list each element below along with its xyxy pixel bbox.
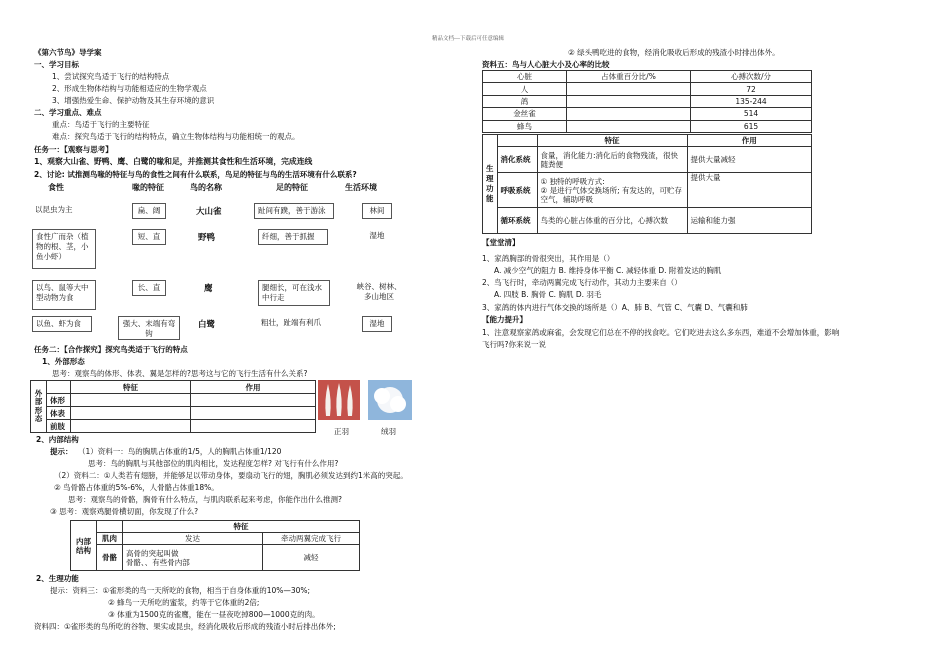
beak-item[interactable]: 长、直 — [132, 280, 166, 296]
heart-row-pct — [567, 95, 691, 107]
answer-cell[interactable] — [71, 407, 191, 420]
task2-title: 任务二：【合作探究】探究鸟类适于飞行的特点 — [34, 345, 188, 354]
heart-row-pct — [567, 83, 691, 95]
question-2-options[interactable]: A. 四肢 B. 胸骨 C. 胸肌 D. 羽毛 — [494, 290, 602, 299]
question-2: 2、鸟飞行时，牵动两翼完成飞行动作，其动力主要来自（） — [482, 278, 682, 287]
page-title: 《第六节鸟》导学案 — [34, 48, 102, 57]
bird-name[interactable]: 白鹭 — [198, 320, 216, 330]
external-row-shape: 体形 — [47, 394, 71, 407]
external-row-header: 外部形态 — [31, 381, 47, 433]
goal-2: 2、形成生物体结构与功能相适应的生物学观点 — [52, 84, 207, 93]
match-header-food: 食性 — [48, 183, 64, 192]
heart-row-name: 鸽 — [483, 95, 567, 107]
answer-cell[interactable] — [191, 407, 316, 420]
task1-q1: 1、观察大山雀、野鸭、鹰、白鹭的喙和足，并推测其食性和生活环境，完成连线 — [34, 157, 313, 166]
heart-row-name: 蜂鸟 — [483, 120, 567, 132]
bone-feature[interactable] — [123, 545, 263, 571]
ability-title: 【能力提升】 — [482, 315, 527, 324]
circulatory-function[interactable]: 运输和能力强 — [687, 207, 812, 233]
habitat-item[interactable]: 湿地 — [369, 231, 385, 240]
question-1: 1、家鸽胸部的骨很突出，其作用是（） — [482, 254, 615, 263]
foot-item[interactable]: 纤细，善于抓握 — [258, 229, 328, 245]
material-3b: ② 蜂鸟一天所吃的蜜浆，约等于它体重的2倍; — [108, 598, 260, 607]
internal-row-header: 内部结构 — [71, 521, 97, 571]
bird-name[interactable]: 鹰 — [204, 284, 213, 294]
material-5: 资料五：鸟与人心脏大小及心率的比较 — [482, 60, 610, 69]
material-2-think: 思考：观察鸟的骨骼，胸骨有什么特点，与肌肉联系起来考虑，你能作出什么推测? — [68, 495, 342, 504]
respiratory-feature[interactable] — [537, 173, 687, 207]
heart-col-rate: 心搏次数/分 — [691, 71, 812, 83]
foot-item[interactable]: 粗壮，趾端有利爪 — [261, 318, 321, 327]
task1-q2: 2、讨论: 试推测鸟喙的特征与鸟的食性之间有什么联系，鸟足的特征与鸟的生活环境有什么联系? — [34, 170, 357, 179]
internal-row-bone: 骨骼 — [97, 545, 123, 571]
material-1-think: 思考：鸟的胸肌与其他部位的肌肉相比，发达程度怎样? 对飞行有什么作用? — [88, 459, 339, 468]
think-external: 思考：观察鸟的体形、体表、翼是怎样的?思考这与它的飞行生活有什么关系? — [52, 369, 308, 378]
task1-title: 任务一：【观察与思考】 — [34, 145, 113, 154]
question-3[interactable]: 3、家鸽的体内进行气体交换的场所是（）A、肺 B、气管 C、气囊 D、气囊和肺 — [482, 303, 748, 312]
material-3a: 提示：资料三：①雀形类的鸟一天所吃的食物，相当于自身体重的10%—30%; — [50, 586, 311, 595]
internal-row-muscle: 肌肉 — [97, 533, 123, 545]
bone-feature-line1: 高骨的突起叫做 — [126, 548, 179, 558]
external-col-feature: 特征 — [71, 381, 191, 394]
internal-table — [70, 520, 360, 571]
foot-item[interactable]: 腿细长，可在浅水中行走 — [258, 280, 330, 306]
heart-row-rate: 615 — [691, 120, 812, 132]
food-item[interactable]: 食性广而杂（植物的根、茎，小鱼小虾） — [32, 229, 96, 269]
answer-cell[interactable] — [71, 394, 191, 407]
respiratory-feature-2: ② 是进行气体交换场所; 有发达的，可贮存空气，辅助呼吸 — [540, 185, 683, 204]
match-header-habitat: 生活环境 — [345, 183, 377, 192]
food-item[interactable]: 以鸟、鼠等大中型动物为食 — [32, 280, 96, 310]
internal-structure-title: 2、内部结构 — [36, 435, 79, 444]
answer-cell[interactable] — [191, 394, 316, 407]
habitat-item[interactable]: 峡谷、树林、多山地区 — [356, 282, 402, 302]
contour-feather-label: 正羽 — [334, 427, 349, 436]
external-row-surface: 体表 — [47, 407, 71, 420]
respiratory-system-label: 呼吸系统 — [497, 173, 537, 207]
heart-row-name: 人 — [483, 83, 567, 95]
heart-row-name: 金丝雀 — [483, 108, 567, 120]
section-goals: 一、学习目标 — [34, 60, 79, 69]
heart-row-rate: 514 — [691, 108, 812, 120]
goal-1: 1、尝试探究鸟适于飞行的结构特点 — [52, 72, 170, 81]
heart-row-rate: 135-244 — [691, 95, 812, 107]
digestive-system-label: 消化系统 — [497, 147, 537, 173]
material-4a: 资料四：①雀形类的鸟所吃的谷物、果实或昆虫，经消化吸收后形成的残渣小时后排出体外; — [34, 622, 336, 631]
physiology-table — [482, 134, 812, 234]
heart-col-heart: 心脏 — [483, 71, 567, 83]
match-header-beak: 喙的特征 — [132, 183, 164, 192]
material-4b: ② 绿头鸭吃进的食物，经消化吸收后形成的残渣小时排出体外。 — [568, 48, 780, 57]
ability-question: 1、注意观察家鸽或麻雀，会发现它们总在不停的找食吃。它们吃进去这么多东西，难道不会增加体重，影响飞行吗?你来说一说 — [482, 328, 840, 349]
down-feather-image — [368, 380, 412, 420]
respiratory-function[interactable]: 提供大量 — [687, 173, 812, 207]
key-point: 重点：鸟适于飞行的主要特征 — [52, 120, 150, 129]
physiology-col-feature: 特征 — [537, 135, 687, 147]
external-morphology-title: 1、外部形态 — [42, 357, 85, 366]
material-3c: ③ 体重为1500克的雀鹰，能在一昼夜吃掉800—1000克的肉。 — [108, 610, 320, 619]
beak-item[interactable]: 扁、阔 — [132, 203, 166, 219]
material-3-think: ③ 思考：观察鸡腿骨横切面，你发现了什么? — [50, 507, 199, 516]
heart-row-pct — [567, 120, 691, 132]
check-title: 【堂堂清】 — [482, 238, 520, 247]
page-header: 精品文档---下载后可任意编辑 — [432, 36, 504, 42]
contour-feather-image — [318, 380, 360, 420]
match-header-foot: 足的特征 — [276, 183, 308, 192]
match-header-bird: 鸟的名称 — [190, 183, 222, 192]
bird-name[interactable]: 大山雀 — [196, 207, 222, 217]
heart-col-pct: 占体重百分比/% — [567, 71, 691, 83]
internal-col-feature: 特征 — [123, 521, 360, 533]
beak-item[interactable]: 短、直 — [132, 229, 166, 245]
external-col-function: 作用 — [191, 381, 316, 394]
habitat-item[interactable]: 湿地 — [362, 316, 392, 332]
answer-cell[interactable] — [191, 420, 316, 433]
physiology-title: 2、生理功能 — [36, 574, 79, 583]
heart-row-pct — [567, 108, 691, 120]
digestive-function[interactable]: 提供大量减轻 — [687, 147, 812, 173]
answer-cell[interactable] — [71, 420, 191, 433]
hint-label: 提示： — [50, 447, 73, 456]
section-key: 二、学习重点、难点 — [34, 108, 102, 117]
muscle-feature[interactable]: 发达 — [123, 533, 263, 545]
food-item[interactable]: 以鱼、虾为食 — [32, 316, 92, 332]
down-feather-label: 绒羽 — [381, 427, 396, 436]
external-table — [30, 380, 316, 433]
external-row-forelimb: 前肢 — [47, 420, 71, 433]
heart-table — [482, 70, 812, 133]
bird-name[interactable]: 野鸭 — [198, 233, 216, 243]
material-1: （1）资料一：鸟的胸肌占体重的1/5，人的胸肌占体重1/120 — [78, 447, 282, 456]
physiology-row-header: 生理功能 — [483, 135, 498, 234]
circulatory-system-label: 循环系统 — [497, 207, 537, 233]
habitat-item[interactable]: 林间 — [362, 203, 392, 219]
respiratory-feature-1: ① 独特的呼吸方式: — [540, 176, 605, 186]
foot-item[interactable]: 趾间有蹼，善于游泳 — [254, 203, 334, 219]
bone-feature-line2: 骨骼、、有些骨内部 — [126, 557, 190, 567]
material-2b: ② 鸟骨骼占体重的5%-6%，人骨骼占体重18%。 — [54, 483, 219, 492]
beak-item[interactable]: 强大、末端有弯钩 — [118, 316, 180, 340]
circulatory-feature[interactable]: 鸟类的心脏占体重的百分比，心搏次数 — [537, 207, 687, 233]
physiology-col-function: 作用 — [687, 135, 812, 147]
goal-3: 3、增强热爱生命、保护动物及其生存环境的意识 — [52, 96, 215, 105]
bone-function[interactable]: 减轻 — [263, 545, 360, 571]
difficult-point: 难点：探究鸟适于飞行的结构特点，确立生物体结构与功能相统一的观点。 — [52, 132, 300, 141]
heart-row-rate: 72 — [691, 83, 812, 95]
question-1-options[interactable]: A. 减少空气的阻力 B. 维持身体平衡 C. 减轻体重 D. 附着发达的胸肌 — [494, 266, 722, 275]
food-item[interactable]: 以昆虫为主 — [35, 205, 73, 214]
material-2a: （2）资料二：①人类若有翅膀，并能够足以带动身体，要扇动飞行的翅，胸肌必须发达到约1米高的突起。 — [54, 471, 408, 480]
muscle-function[interactable]: 牵动两翼完成飞行 — [263, 533, 360, 545]
digestive-feature[interactable]: 食量，消化能力:消化后的食物残渣，很快随粪便 — [537, 147, 687, 173]
